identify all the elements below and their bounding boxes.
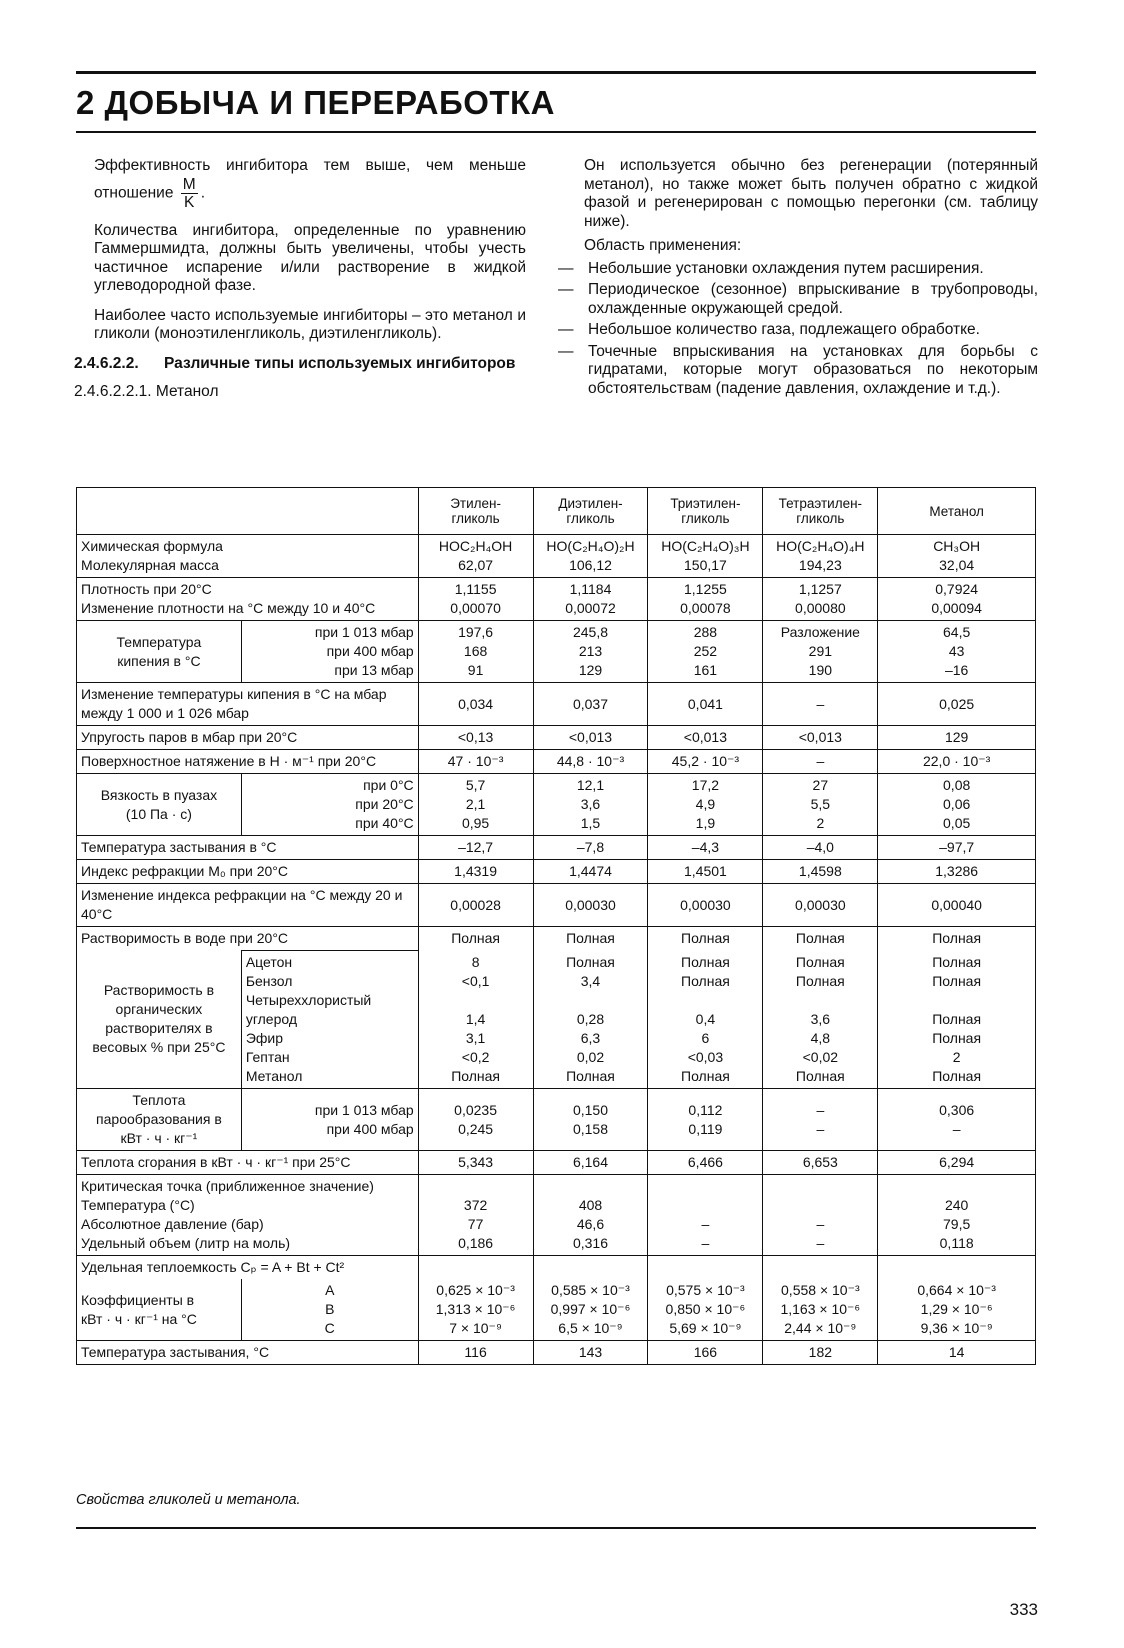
table-cell xyxy=(878,1256,1036,1280)
table-cell: 166 xyxy=(648,1341,763,1365)
table-cell: – – xyxy=(648,1175,763,1256)
table-row xyxy=(77,1151,1036,1175)
table-cell: –4,3 xyxy=(648,836,763,860)
table-row xyxy=(77,1089,1036,1151)
paragraph-methanol-use: Он используется обычно без регенерации (потерянный метанол), но также может быть получен обратно с жидкой фазой и регенерирован с помощью перегонки (см. таблицу ниже). xyxy=(584,157,1038,230)
table-cell: 240 79,5 0,118 xyxy=(878,1175,1036,1256)
row-label: Удельная теплоемкость Cₚ = A + Bt + Ct² xyxy=(77,1256,419,1280)
row-label: Плотность при 20°C Изменение плотности на °C между 10 и 40°C xyxy=(77,578,419,621)
table-cell: –12,7 xyxy=(418,836,533,860)
section-number: 2.4.6.2.2. xyxy=(74,354,139,372)
table-cell: 0,00028 xyxy=(418,884,533,927)
row-label: Коэффициенты в кВт · ч · кг⁻¹ на °C xyxy=(77,1279,242,1341)
table-cell: –4,0 xyxy=(763,836,878,860)
table-row xyxy=(77,836,1036,860)
table-cell: CH₃OH 32,04 xyxy=(878,535,1036,578)
column-header: Этилен- гликоль xyxy=(418,488,533,535)
table-cell: 0,558 × 10⁻³ 1,163 × 10⁻⁶ 2,44 × 10⁻⁹ xyxy=(763,1279,878,1341)
row-label: Температура застывания, °C xyxy=(77,1341,419,1365)
table-cell: <0,013 xyxy=(648,726,763,750)
table-cell xyxy=(763,1256,878,1280)
dash-marker: — xyxy=(558,281,574,298)
fraction-numerator: M xyxy=(182,175,196,193)
table-cell: 0,034 xyxy=(418,683,533,726)
table-cell: 408 46,6 0,316 xyxy=(533,1175,648,1256)
table-cell: 27 5,5 2 xyxy=(763,774,878,836)
table-cell: 0,112 0,119 xyxy=(648,1089,763,1151)
table-cell: 1,3286 xyxy=(878,860,1036,884)
table-row xyxy=(77,951,1036,1089)
section-title: Различные типы используемых ингибиторов xyxy=(164,354,516,372)
table-cell: 0,041 xyxy=(648,683,763,726)
row-label: Теплота парообразования в кВт · ч · кг⁻¹ xyxy=(77,1089,242,1151)
table-cell: 0,7924 0,00094 xyxy=(878,578,1036,621)
table-caption: Свойства гликолей и метанола. xyxy=(76,1492,301,1508)
chapter-title: 2 ДОБЫЧА И ПЕРЕРАБОТКА xyxy=(76,84,556,121)
row-sublabels: при 0°C при 20°C при 40°C xyxy=(241,774,418,836)
fraction-denominator: K xyxy=(184,193,195,211)
row-label: Химическая формула Молекулярная масса xyxy=(77,535,419,578)
table-cell: 129 xyxy=(878,726,1036,750)
table-cell: 0,08 0,06 0,05 xyxy=(878,774,1036,836)
table-cell: 0,306 – xyxy=(878,1089,1036,1151)
table-cell: Полная 3,4 0,28 6,3 0,02 Полная xyxy=(533,951,648,1089)
table-row xyxy=(77,578,1036,621)
table-cell: <0,13 xyxy=(418,726,533,750)
efficiency-text: Эффективность ингибитора тем выше, чем меньше отношение xyxy=(94,157,526,202)
header-empty xyxy=(77,488,419,535)
table-row xyxy=(77,884,1036,927)
paragraph-efficiency xyxy=(94,157,526,211)
table-cell xyxy=(418,1256,533,1280)
table-cell: 0,00030 xyxy=(648,884,763,927)
table-cell: 372 77 0,186 xyxy=(418,1175,533,1256)
table-cell: 197,6 168 91 xyxy=(418,621,533,683)
row-label: Температура застывания в °C xyxy=(77,836,419,860)
table-cell: 0,664 × 10⁻³ 1,29 × 10⁻⁶ 9,36 × 10⁻⁹ xyxy=(878,1279,1036,1341)
row-label: Растворимость в органических растворителях в весовых % при 25°C xyxy=(77,951,242,1089)
dash-marker: — xyxy=(558,321,574,338)
table-cell: 44,8 · 10⁻³ xyxy=(533,750,648,774)
table-row xyxy=(77,1256,1036,1280)
table-cell: – – xyxy=(763,1089,878,1151)
table-cell: 22,0 · 10⁻³ xyxy=(878,750,1036,774)
table-cell: 0,00040 xyxy=(878,884,1036,927)
table-cell: 1,4598 xyxy=(763,860,878,884)
table-cell: 0,0235 0,245 xyxy=(418,1089,533,1151)
table-cell: 1,1155 0,00070 xyxy=(418,578,533,621)
efficiency-end: . xyxy=(200,184,205,202)
row-label: Поверхностное натяжение в Н · м⁻¹ при 20°C xyxy=(77,750,419,774)
table-row xyxy=(77,535,1036,578)
bottom-rule xyxy=(76,1527,1036,1529)
table-cell: 6,294 xyxy=(878,1151,1036,1175)
paragraph-application: Область применения: xyxy=(584,237,742,254)
table-cell: Полная Полная 3,6 4,8 <0,02 Полная xyxy=(763,951,878,1089)
page-number: 333 xyxy=(1009,1600,1038,1619)
table-cell: 45,2 · 10⁻³ xyxy=(648,750,763,774)
row-sublabels: при 1 013 мбар при 400 мбар xyxy=(241,1089,418,1151)
table-cell: HO(C₂H₄O)₄H 194,23 xyxy=(763,535,878,578)
table-row xyxy=(77,621,1036,683)
table-row xyxy=(77,1175,1036,1256)
row-label: Растворимость в воде при 20°C xyxy=(77,927,419,951)
list-item: — Периодическое (сезонное) впрыскивание в трубопроводы, охлажденные окружающей средой. xyxy=(558,281,1038,317)
table-cell: <0,013 xyxy=(533,726,648,750)
list-item: — Точечные впрыскивания на установках для борьбы с гидратами, которые могут образоваться по некоторым обстоятельствам (падение давления, охлаждение и т.д.). xyxy=(558,342,1038,397)
table-cell: 14 xyxy=(878,1341,1036,1365)
table-cell: HOC₂H₄OH 62,07 xyxy=(418,535,533,578)
table-cell: 0,575 × 10⁻³ 0,850 × 10⁻⁶ 5,69 × 10⁻⁹ xyxy=(648,1279,763,1341)
table-cell: 245,8 213 129 xyxy=(533,621,648,683)
table-cell: 6,466 xyxy=(648,1151,763,1175)
table-cell: 0,585 × 10⁻³ 0,997 × 10⁻⁶ 6,5 × 10⁻⁹ xyxy=(533,1279,648,1341)
row-label: Изменение индекса рефракции на °C между 20 и 40°C xyxy=(77,884,419,927)
right-column xyxy=(558,157,1038,401)
table-cell: 1,4319 xyxy=(418,860,533,884)
paragraph-hammerschmidt: Количества ингибитора, определенные по уравнению Гаммершмидта, должны быть увеличены, чтобы учесть частичное испарение и/или растворение в жидкой углеводородной фазе. xyxy=(94,221,526,294)
table-cell: Полная xyxy=(648,927,763,951)
table-cell: Полная xyxy=(763,927,878,951)
dash-marker: — xyxy=(558,259,574,277)
column-header: Тетраэтилен- гликоль xyxy=(763,488,878,535)
row-sublabels: при 1 013 мбар при 400 мбар при 13 мбар xyxy=(241,621,418,683)
table-row xyxy=(77,750,1036,774)
table-cell: Полная xyxy=(418,927,533,951)
table-cell: Разложение 291 190 xyxy=(763,621,878,683)
table-row xyxy=(77,927,1036,951)
list-item: — Небольшое количество газа, подлежащего обработке. xyxy=(558,321,980,338)
table-cell: HO(C₂H₄O)₂H 106,12 xyxy=(533,535,648,578)
row-sublabels: A B C xyxy=(241,1279,418,1341)
column-header: Метанол xyxy=(878,488,1036,535)
table-cell: HO(C₂H₄O)₃H 150,17 xyxy=(648,535,763,578)
row-label: Вязкость в пуазах (10 Па · с) xyxy=(77,774,242,836)
section-heading xyxy=(74,354,526,374)
row-label: Температура кипения в °C xyxy=(77,621,242,683)
table-cell: Полная xyxy=(533,927,648,951)
left-column xyxy=(74,157,526,402)
table-cell: 1,1184 0,00072 xyxy=(533,578,648,621)
row-label: Критическая точка (приближенное значение) Температура (°C) Абсолютное давление (бар) Удельный объем (литр на моль) xyxy=(77,1175,419,1256)
table-cell: 12,1 3,6 1,5 xyxy=(533,774,648,836)
column-header: Триэтилен- гликоль xyxy=(648,488,763,535)
table-cell: Полная xyxy=(878,927,1036,951)
table-cell: Полная Полная Полная Полная 2 Полная xyxy=(878,951,1036,1089)
table-cell: –97,7 xyxy=(878,836,1036,860)
table-cell: <0,013 xyxy=(763,726,878,750)
table-cell xyxy=(648,1256,763,1280)
table-row xyxy=(77,726,1036,750)
paragraph-inhibitors: Наиболее часто используемые ингибиторы – это метанол и гликоли (моноэтиленгликоль, диэтиленгликоль). xyxy=(94,306,526,342)
table-cell: 6,653 xyxy=(763,1151,878,1175)
table-cell: 1,4501 xyxy=(648,860,763,884)
table-cell: 288 252 161 xyxy=(648,621,763,683)
table-cell: 116 xyxy=(418,1341,533,1365)
table-header-row xyxy=(77,488,1036,535)
table-cell: 1,1255 0,00078 xyxy=(648,578,763,621)
mk-fraction xyxy=(181,176,198,211)
table-row xyxy=(77,860,1036,884)
table-cell: 1,1257 0,00080 xyxy=(763,578,878,621)
list-item: — Небольшие установки охлаждения путем расширения. xyxy=(558,259,984,277)
table-cell: Полная Полная 0,4 6 <0,03 Полная xyxy=(648,951,763,1089)
row-label: Теплота сгорания в кВт · ч · кг⁻¹ при 25°C xyxy=(77,1151,419,1175)
table-cell: 8 <0,1 1,4 3,1 <0,2 Полная xyxy=(418,951,533,1089)
row-label: Упругость паров в мбар при 20°C xyxy=(77,726,419,750)
table-cell: 0,025 xyxy=(878,683,1036,726)
table-cell: 6,164 xyxy=(533,1151,648,1175)
table-cell: 0,037 xyxy=(533,683,648,726)
table-cell: – xyxy=(763,683,878,726)
dash-marker: — xyxy=(558,342,574,360)
subsection-heading: 2.4.6.2.2.1. Метанол xyxy=(74,383,219,400)
table-cell: 0,00030 xyxy=(763,884,878,927)
table-cell: 0,150 0,158 xyxy=(533,1089,648,1151)
table-cell: 143 xyxy=(533,1341,648,1365)
table-row xyxy=(77,1341,1036,1365)
title-rule xyxy=(76,131,1036,133)
table-cell: – – xyxy=(763,1175,878,1256)
table-cell: 17,2 4,9 1,9 xyxy=(648,774,763,836)
table-cell: 5,343 xyxy=(418,1151,533,1175)
table-row xyxy=(77,1279,1036,1341)
table-cell: –7,8 xyxy=(533,836,648,860)
properties-table xyxy=(76,487,1036,1365)
table-cell: 1,4474 xyxy=(533,860,648,884)
application-list xyxy=(558,259,1038,399)
table-row xyxy=(77,774,1036,836)
row-label: Изменение температуры кипения в °C на мбар между 1 000 и 1 026 мбар xyxy=(77,683,419,726)
table-cell: 0,00030 xyxy=(533,884,648,927)
row-sublabels: Ацетон Бензол Четыреххлористый углерод Эфир Гептан Метанол xyxy=(241,951,418,1089)
column-header: Диэтилен- гликоль xyxy=(533,488,648,535)
table-cell: 0,625 × 10⁻³ 1,313 × 10⁻⁶ 7 × 10⁻⁹ xyxy=(418,1279,533,1341)
table-cell: 64,5 43 –16 xyxy=(878,621,1036,683)
table-cell: 182 xyxy=(763,1341,878,1365)
table-cell: – xyxy=(763,750,878,774)
table-cell: 47 · 10⁻³ xyxy=(418,750,533,774)
top-rule xyxy=(76,71,1036,74)
row-label: Индекс рефракции M₀ при 20°C xyxy=(77,860,419,884)
table-row xyxy=(77,683,1036,726)
table-cell: 5,7 2,1 0,95 xyxy=(418,774,533,836)
table-cell xyxy=(533,1256,648,1280)
